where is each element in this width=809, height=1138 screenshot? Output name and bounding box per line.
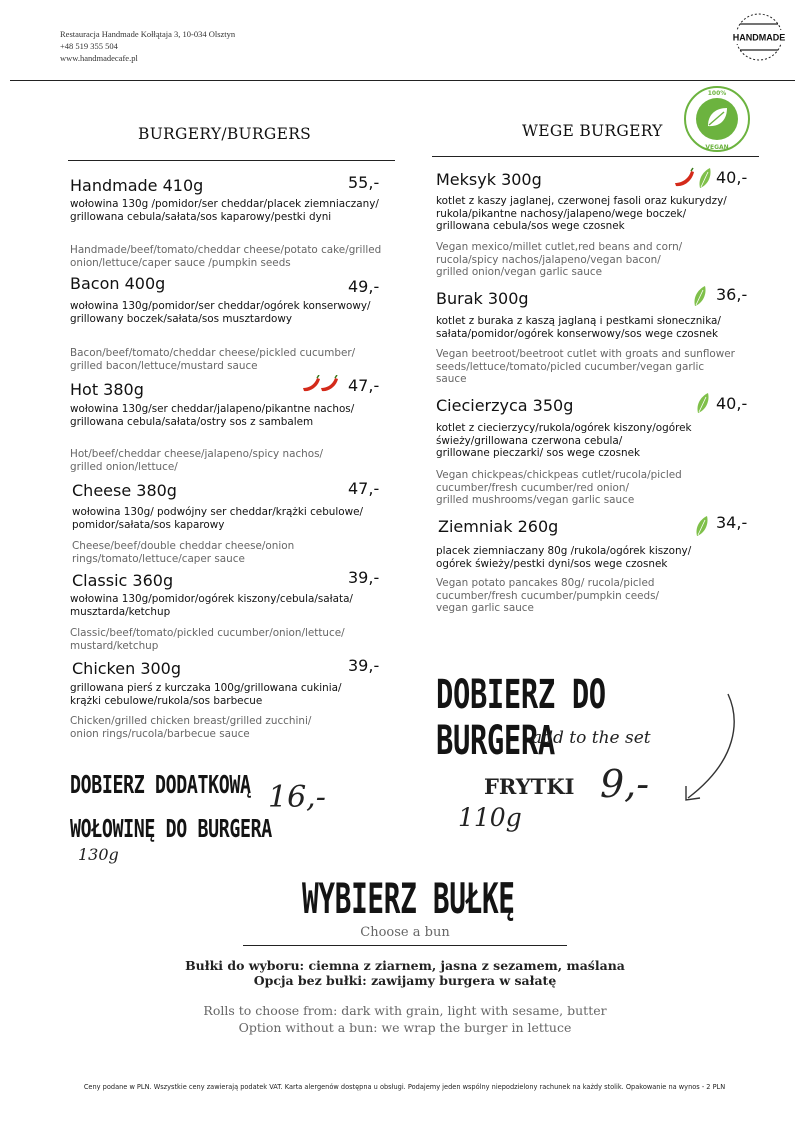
- burger-desc-pl-handmade: wołowina 130g /pomidor/ser cheddar/placek ziemniaczany/ grillowana cebula/sałata/sos kaparowy/pestki dyni: [70, 198, 379, 223]
- chili-pepper-icon: [675, 171, 694, 186]
- bun-pl-line2: Opcja bez bułki: zawijamy burgera w sałatę: [253, 973, 557, 988]
- svg-text:HANDMADE: HANDMADE: [732, 32, 786, 43]
- vege-desc-pl-ziemniak: placek ziemniaczany 80g /rukola/ogórek kiszony/ ogórek świeży/pestki dyni/sos wege czosnek: [436, 545, 692, 570]
- vege-desc-pl-ciecierzyca: kotlet z ciecierzycy/rukola/ogórek kiszony/ogórek świeży/grillowana czerwona cebula/ grillowane pieczarki/ sos wege czosnek: [436, 422, 692, 460]
- vege-price-burak: 36,-: [716, 285, 748, 304]
- burgers-title-rule: [68, 160, 395, 161]
- burger-price-classic: 39,-: [348, 568, 380, 587]
- arrow-icon: [676, 690, 746, 810]
- burger-desc-pl-bacon: wołowina 130g/pomidor/ser cheddar/ogórek konserwowy/ grillowany boczek/sałata/sos musztardowy: [70, 300, 371, 325]
- burger-price-chicken: 39,-: [348, 656, 380, 675]
- fries-label: FRYTKI: [484, 774, 575, 799]
- burger-desc-pl-classic: wołowina 130g/pomidor/ogórek kiszony/cebula/sałata/ musztarda/ketchup: [70, 593, 353, 618]
- header-divider: [10, 80, 795, 81]
- chili-leaf-icons: [674, 166, 714, 190]
- vege-price-ziemniak: 34,-: [716, 513, 748, 532]
- footer-note: Ceny podane w PLN. Wszystkie ceny zawierają podatek VAT. Karta alergenów dostępna u obsługi. Podajemy jeden wspólny niepodzielony rachunek na każdy stolik. Opakowanie na wynos - 2 PLN: [83, 1083, 726, 1091]
- handmade-logo: [728, 10, 790, 64]
- bun-options-en: [60, 1002, 750, 1036]
- vegan-badge-bottom: VEGAN: [705, 144, 729, 151]
- website-link[interactable]: www.handmadecafe.pl: [60, 53, 138, 63]
- vege-name-ziemniak: Ziemniak 260g: [438, 517, 559, 536]
- chili-pepper-icon: [300, 375, 342, 395]
- add-to-burger-heading: DOBIERZ DO BURGERA: [436, 672, 606, 764]
- vege-name-ciecierzyca: Ciecierzyca 350g: [436, 396, 574, 415]
- burger-name-hot: Hot 380g: [70, 380, 144, 399]
- vege-section-title: WEGE BURGERY: [522, 122, 663, 140]
- fries-price: 9,-: [600, 762, 650, 806]
- phone-number: +48 519 355 504: [60, 41, 118, 51]
- burger-desc-en-handmade: Handmade/beef/tomato/cheddar cheese/potato cake/grilled onion/lettuce/caper sauce /pumpkin seeds: [70, 244, 382, 269]
- address-line: Restauracja Handmade Kołłątaja 3, 10-034 Olsztyn: [60, 29, 236, 39]
- vegan-badge-icon: [682, 84, 752, 154]
- burger-price-hot: 47,-: [348, 376, 380, 395]
- burger-desc-en-cheese: Cheese/beef/double cheddar cheese/onion rings/tomato/lettuce/caper sauce: [72, 540, 295, 565]
- burger-desc-pl-cheese: wołowina 130g/ podwójny ser cheddar/krążki cebulowe/ pomidor/sałata/sos kaparowy: [72, 506, 364, 531]
- restaurant-contact: [60, 28, 235, 64]
- extra-beef-line1: DOBIERZ DODATKOWĄ: [70, 770, 251, 799]
- vegan-leaf-icon: [694, 514, 710, 538]
- vege-name-burak: Burak 300g: [436, 289, 529, 308]
- extra-beef-line2: WOŁOWINĘ DO BURGERA: [70, 814, 272, 843]
- burger-name-chicken: Chicken 300g: [72, 659, 182, 678]
- vege-price-ciecierzyca: 40,-: [716, 394, 748, 413]
- vege-desc-en-burak: Vegan beetroot/beetroot cutlet with groats and sunflower seeds/lettuce/tomato/picled cucumber/vegan garlic sauce: [436, 348, 735, 386]
- add-to-set-subtitle: add to the set: [532, 728, 651, 748]
- bun-subtitle: Choose a bun: [360, 925, 450, 940]
- vege-desc-pl-meksyk: kotlet z kaszy jaglanej, czerwonej fasoli oraz kukurydzy/ rukola/pikantne nachosy/jalapeno/wege boczek/ grillowana cebula/sos wege czosnek: [436, 195, 727, 233]
- extra-beef-weight: 130g: [78, 845, 119, 864]
- burger-desc-en-chicken: Chicken/grilled chicken breast/grilled zucchini/ onion rings/rucola/barbecue sauce: [70, 715, 312, 740]
- vegan-badge-top: 100%: [707, 90, 727, 97]
- vegan-leaf-icon: [692, 284, 708, 308]
- vege-desc-en-ciecierzyca: Vegan chickpeas/chickpeas cutlet/rucola/picled cucumber/fresh cucumber/red onion/ grilled mushrooms/vegan garlic sauce: [436, 469, 682, 507]
- fries-weight: 110g: [458, 803, 522, 832]
- vege-desc-en-ziemniak: Vegan potato pancakes 80g/ rucola/picled cucumber/fresh cucumber/pumpkin ceeds/ vegan garlic sauce: [436, 577, 660, 615]
- burger-name-cheese: Cheese 380g: [72, 481, 177, 500]
- vegan-leaf-icon: [695, 391, 711, 415]
- vege-desc-en-meksyk: Vegan mexico/millet cutlet,red beans and corn/ rucola/spicy nachos/jalapeno/vegan bacon/ grilled onion/vegan garlic sauce: [436, 241, 683, 279]
- bun-pl-line1: Bułki do wyboru: ciemna z ziarnem, jasna z sezamem, maślana: [185, 958, 625, 973]
- bun-options-pl: [60, 958, 750, 988]
- burger-desc-pl-hot: wołowina 130g/ser cheddar/jalapeno/pikantne nachos/ grillowana cebula/sałata/ostry sos z sambalem: [70, 403, 355, 428]
- extra-beef-price: 16,-: [268, 780, 326, 815]
- burger-name-bacon: Bacon 400g: [70, 274, 166, 293]
- burger-desc-en-hot: Hot/beef/cheddar cheese/jalapeno/spicy nachos/ grilled onion/lettuce/: [70, 448, 324, 473]
- burgers-section-title: BURGERY/BURGERS: [138, 125, 312, 143]
- burger-price-bacon: 49,-: [348, 277, 380, 296]
- bun-rule: [243, 945, 567, 946]
- vege-price-meksyk: 40,-: [716, 168, 748, 187]
- vege-title-rule: [432, 156, 759, 157]
- bun-heading: WYBIERZ BUŁKĘ: [302, 874, 515, 923]
- burger-desc-pl-chicken: grillowana pierś z kurczaka 100g/grillowana cukinia/ krążki cebulowe/rukola/sos barbecue: [70, 682, 342, 707]
- bun-en-line1: Rolls to choose from: dark with grain, light with sesame, butter: [203, 1003, 607, 1018]
- burger-desc-en-bacon: Bacon/beef/tomato/cheddar cheese/pickled cucumber/ grilled bacon/lettuce/mustard sauce: [70, 347, 356, 372]
- vege-desc-pl-burak: kotlet z buraka z kaszą jaglaną i pestkami słonecznika/ sałata/pomidor/ogórek konserwowy/sos wege czosnek: [436, 315, 721, 340]
- burger-name-handmade: Handmade 410g: [70, 176, 204, 195]
- burger-price-handmade: 55,-: [348, 173, 380, 192]
- burger-desc-en-classic: Classic/beef/tomato/pickled cucumber/onion/lettuce/ mustard/ketchup: [70, 627, 345, 652]
- vege-name-meksyk: Meksyk 300g: [436, 170, 542, 189]
- burger-price-cheese: 47,-: [348, 479, 380, 498]
- burger-name-classic: Classic 360g: [72, 571, 174, 590]
- bun-en-line2: Option without a bun: we wrap the burger in lettuce: [238, 1020, 572, 1035]
